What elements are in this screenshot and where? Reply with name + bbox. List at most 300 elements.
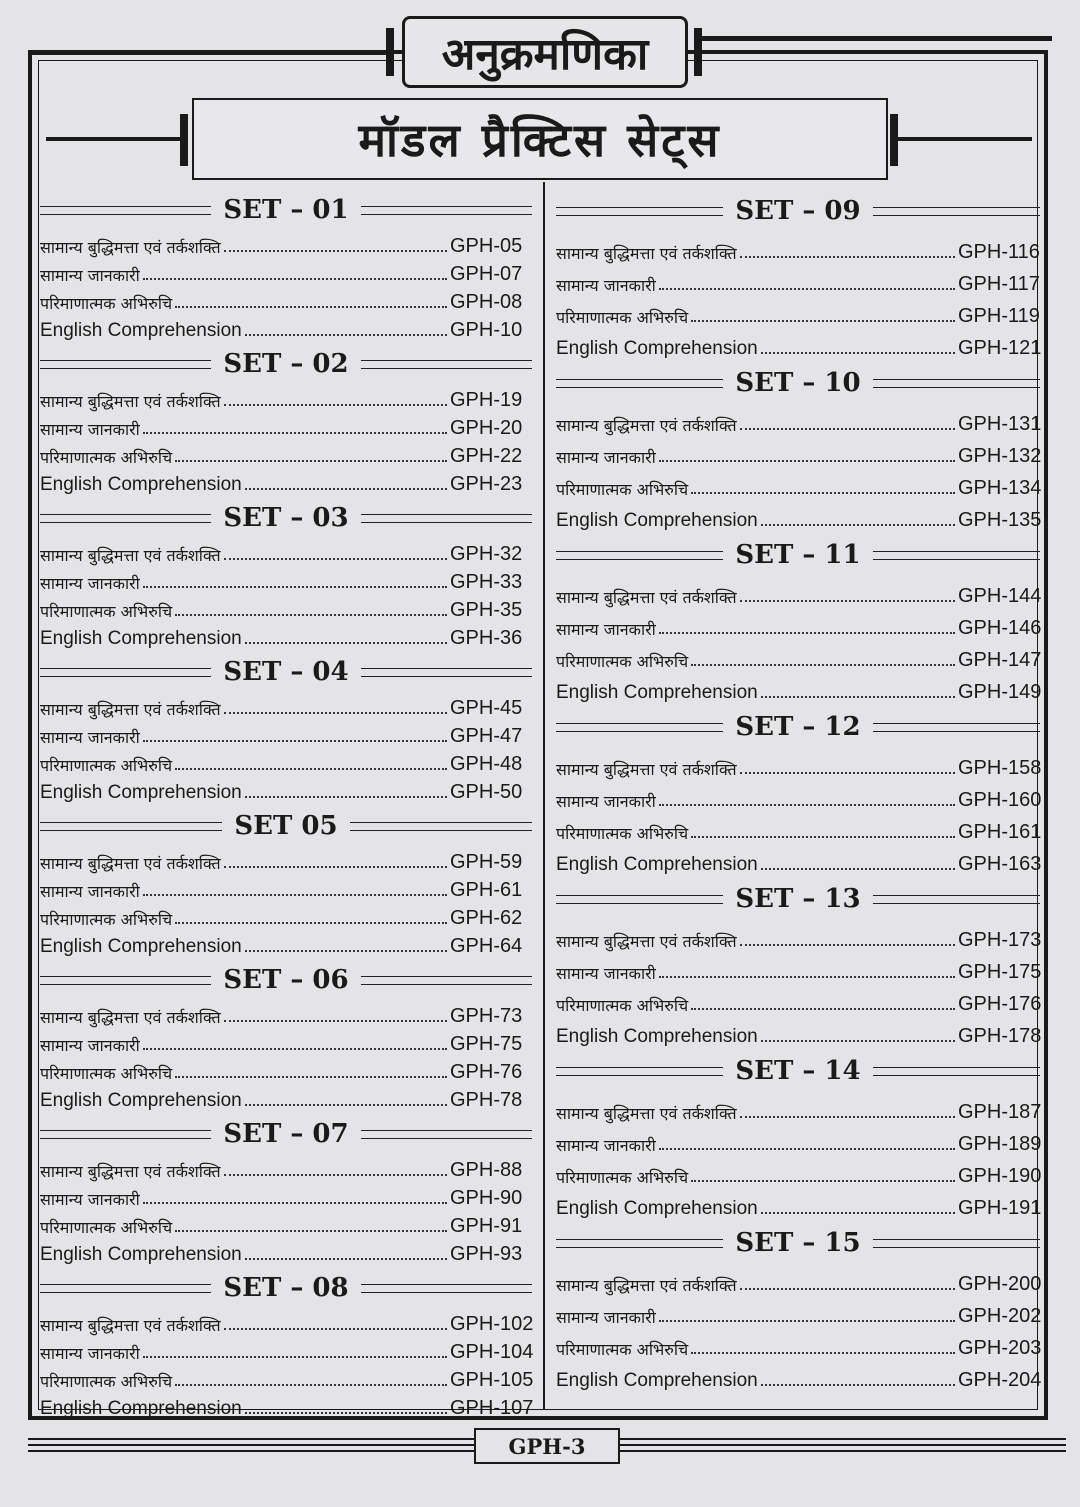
- toc-topic: English Comprehension: [40, 1090, 242, 1111]
- set-label: SET – 13: [735, 884, 861, 914]
- toc-topic: परिमाणात्मक अभिरुचि: [556, 480, 689, 499]
- set-heading: [556, 878, 1040, 920]
- toc-entry: [40, 1182, 532, 1210]
- dot-leader: [245, 1412, 447, 1414]
- toc-page-ref: GPH-107: [450, 1397, 534, 1419]
- toc-topic: सामान्य बुद्धिमत्ता एवं तर्कशक्ति: [40, 1008, 221, 1027]
- set-block: [40, 960, 532, 1112]
- dot-leader: [691, 1180, 955, 1182]
- toc-topic: सामान्य बुद्धिमत्ता एवं तर्कशक्ति: [556, 932, 737, 951]
- toc-topic: English Comprehension: [40, 1244, 242, 1265]
- toc-topic: सामान्य बुद्धिमत्ता एवं तर्कशक्ति: [40, 238, 221, 257]
- set-block: [40, 652, 532, 804]
- dot-leader: [761, 868, 955, 870]
- toc-entry: [556, 1092, 1040, 1124]
- toc-page-ref: GPH-144: [958, 585, 1042, 607]
- right-column: [556, 190, 1040, 1394]
- dot-leader: [224, 250, 447, 252]
- subtitle-cap-right: [890, 114, 898, 166]
- toc-topic: सामान्य जानकारी: [556, 620, 656, 639]
- toc-page-ref: GPH-187: [958, 1101, 1042, 1123]
- set-heading: [556, 362, 1040, 404]
- toc-entry: [40, 1308, 532, 1336]
- toc-entry: [40, 776, 532, 804]
- dot-leader: [245, 488, 447, 490]
- toc-topic: सामान्य जानकारी: [40, 266, 140, 285]
- toc-topic: सामान्य बुद्धिमत्ता एवं तर्कशक्ति: [556, 1276, 737, 1295]
- toc-page-ref: GPH-200: [958, 1273, 1042, 1295]
- toc-topic: English Comprehension: [40, 628, 242, 649]
- toc-entry: [556, 1156, 1040, 1188]
- toc-entry: [556, 640, 1040, 672]
- heading-rule-right: [361, 976, 532, 985]
- toc-topic: सामान्य जानकारी: [40, 728, 140, 747]
- set-heading: [556, 534, 1040, 576]
- toc-entry: [556, 748, 1040, 780]
- toc-page-ref: GPH-189: [958, 1133, 1042, 1155]
- title-rule-left: [28, 50, 388, 55]
- page-number: GPH-3: [474, 1428, 620, 1464]
- dot-leader: [224, 404, 447, 406]
- toc-page-ref: GPH-104: [450, 1341, 534, 1363]
- set-heading: [40, 498, 532, 538]
- toc-topic: सामान्य जानकारी: [40, 882, 140, 901]
- toc-page-ref: GPH-47: [450, 725, 523, 747]
- dot-leader: [224, 866, 447, 868]
- title-rule-right: [702, 36, 1052, 41]
- dot-leader: [691, 664, 955, 666]
- heading-rule-left: [40, 514, 211, 523]
- dot-leader: [691, 492, 955, 494]
- toc-page-ref: GPH-59: [450, 851, 523, 873]
- set-label: SET – 15: [735, 1228, 861, 1258]
- toc-page-ref: GPH-178: [958, 1025, 1042, 1047]
- toc-entry: [556, 468, 1040, 500]
- toc-page-ref: GPH-22: [450, 445, 523, 467]
- dot-leader: [245, 950, 447, 952]
- dot-leader: [175, 768, 447, 770]
- toc-entry: [556, 608, 1040, 640]
- toc-entry: [556, 920, 1040, 952]
- dot-leader: [659, 804, 955, 806]
- set-label: SET – 08: [223, 1273, 349, 1303]
- heading-rule-right: [873, 379, 1040, 388]
- toc-page-ref: GPH-91: [450, 1215, 523, 1237]
- toc-topic: सामान्य बुद्धिमत्ता एवं तर्कशक्ति: [40, 700, 221, 719]
- toc-entry: [556, 812, 1040, 844]
- set-label: SET – 11: [735, 540, 861, 570]
- dot-leader: [143, 894, 447, 896]
- toc-entry: [556, 1264, 1040, 1296]
- toc-page-ref: GPH-132: [958, 445, 1042, 467]
- dot-leader: [175, 614, 447, 616]
- dot-leader: [761, 696, 955, 698]
- dot-leader: [175, 1230, 447, 1232]
- set-label: SET 05: [234, 811, 338, 841]
- set-label: SET – 02: [223, 349, 349, 379]
- toc-entry: [40, 412, 532, 440]
- toc-page-ref: GPH-88: [450, 1159, 523, 1181]
- heading-rule-left: [556, 207, 723, 216]
- toc-topic: English Comprehension: [40, 782, 242, 803]
- dot-leader: [143, 432, 447, 434]
- dot-leader: [761, 524, 955, 526]
- toc-topic: सामान्य बुद्धिमत्ता एवं तर्कशक्ति: [556, 244, 737, 263]
- set-block: [40, 190, 532, 342]
- toc-entry: [40, 902, 532, 930]
- set-heading: [556, 706, 1040, 748]
- heading-rule-right: [873, 551, 1040, 560]
- set-heading: [40, 960, 532, 1000]
- toc-topic: परिमाणात्मक अभिरुचि: [40, 602, 173, 621]
- toc-topic: परिमाणात्मक अभिरुचि: [556, 1340, 689, 1359]
- dot-leader: [143, 1356, 447, 1358]
- dot-leader: [175, 922, 447, 924]
- dot-leader: [659, 632, 955, 634]
- heading-rule-left: [40, 976, 211, 985]
- dot-leader: [224, 1174, 447, 1176]
- toc-page-ref: GPH-147: [958, 649, 1042, 671]
- toc-topic: परिमाणात्मक अभिरुचि: [40, 1064, 173, 1083]
- set-heading: [40, 652, 532, 692]
- toc-topic: सामान्य जानकारी: [40, 420, 140, 439]
- heading-rule-right: [873, 1239, 1040, 1248]
- toc-topic: English Comprehension: [556, 1198, 758, 1219]
- toc-topic: सामान्य बुद्धिमत्ता एवं तर्कशक्ति: [40, 1316, 221, 1335]
- dot-leader: [224, 1328, 447, 1330]
- toc-page-ref: GPH-10: [450, 319, 523, 341]
- toc-page-ref: GPH-45: [450, 697, 523, 719]
- toc-page-ref: GPH-190: [958, 1165, 1042, 1187]
- toc-entry: [40, 692, 532, 720]
- toc-page-ref: GPH-119: [958, 305, 1040, 327]
- dot-leader: [659, 460, 955, 462]
- footer-rule-left-3: [28, 1450, 474, 1452]
- toc-page-ref: GPH-93: [450, 1243, 523, 1265]
- set-label: SET – 12: [735, 712, 861, 742]
- set-label: SET – 10: [735, 368, 861, 398]
- set-block: [40, 806, 532, 958]
- toc-entry: [40, 874, 532, 902]
- footer-rule-left-2: [28, 1444, 474, 1446]
- toc-page-ref: GPH-135: [958, 509, 1042, 531]
- toc-topic: English Comprehension: [556, 1026, 758, 1047]
- toc-entry: [556, 576, 1040, 608]
- toc-entry: [40, 1028, 532, 1056]
- set-label: SET – 04: [223, 657, 349, 687]
- heading-rule-right: [873, 1067, 1040, 1076]
- toc-page-ref: GPH-90: [450, 1187, 523, 1209]
- dot-leader: [761, 352, 955, 354]
- toc-topic: English Comprehension: [40, 1398, 242, 1419]
- toc-page-ref: GPH-08: [450, 291, 523, 313]
- toc-page-ref: GPH-64: [450, 935, 523, 957]
- dot-leader: [175, 460, 447, 462]
- toc-page-ref: GPH-05: [450, 235, 523, 257]
- toc-page-ref: GPH-134: [958, 477, 1042, 499]
- title-cap-right: [694, 28, 702, 76]
- dot-leader: [691, 1008, 955, 1010]
- set-heading: [40, 806, 532, 846]
- toc-entry: [40, 1056, 532, 1084]
- heading-rule-left: [556, 379, 723, 388]
- toc-topic: सामान्य जानकारी: [40, 1036, 140, 1055]
- toc-entry: [40, 230, 532, 258]
- dot-leader: [740, 1116, 955, 1118]
- heading-rule-right: [361, 514, 532, 523]
- toc-topic: सामान्य जानकारी: [556, 276, 656, 295]
- toc-page-ref: GPH-203: [958, 1337, 1042, 1359]
- toc-entry: [40, 314, 532, 342]
- footer-rule-right-1: [620, 1438, 1066, 1440]
- set-label: SET – 09: [735, 196, 861, 226]
- toc-entry: [40, 258, 532, 286]
- toc-entry: [40, 286, 532, 314]
- toc-entry: [40, 748, 532, 776]
- toc-page-ref: GPH-78: [450, 1089, 523, 1111]
- dot-leader: [143, 1202, 447, 1204]
- heading-rule-left: [40, 1284, 211, 1293]
- dot-leader: [740, 428, 955, 430]
- toc-page-ref: GPH-131: [958, 413, 1042, 435]
- toc-page-ref: GPH-175: [958, 961, 1042, 983]
- dot-leader: [761, 1212, 955, 1214]
- toc-topic: सामान्य जानकारी: [556, 792, 656, 811]
- toc-entry: [40, 594, 532, 622]
- dot-leader: [245, 796, 447, 798]
- toc-topic: English Comprehension: [40, 936, 242, 957]
- toc-page-ref: GPH-07: [450, 263, 523, 285]
- toc-page-ref: GPH-105: [450, 1369, 534, 1391]
- set-heading: [556, 1222, 1040, 1264]
- set-block: [40, 344, 532, 496]
- footer-rule-left-1: [28, 1438, 474, 1440]
- toc-entry: [40, 1084, 532, 1112]
- toc-topic: सामान्य बुद्धिमत्ता एवं तर्कशक्ति: [556, 1104, 737, 1123]
- toc-entry: [556, 436, 1040, 468]
- toc-topic: परिमाणात्मक अभिरुचि: [556, 824, 689, 843]
- dot-leader: [691, 320, 955, 322]
- dot-leader: [740, 944, 955, 946]
- toc-entry: [40, 566, 532, 594]
- toc-entry: [40, 720, 532, 748]
- toc-entry: [40, 384, 532, 412]
- subtitle-rule-right: [898, 137, 1032, 141]
- toc-entry: [556, 1296, 1040, 1328]
- heading-rule-left: [556, 723, 723, 732]
- toc-page-ref: GPH-61: [450, 879, 523, 901]
- set-block: [40, 498, 532, 650]
- dot-leader: [761, 1040, 955, 1042]
- toc-page-ref: GPH-176: [958, 993, 1042, 1015]
- toc-topic: सामान्य बुद्धिमत्ता एवं तर्कशक्ति: [40, 1162, 221, 1181]
- toc-topic: परिमाणात्मक अभिरुचि: [40, 448, 173, 467]
- toc-entry: [556, 328, 1040, 360]
- toc-topic: English Comprehension: [556, 1370, 758, 1391]
- toc-topic: परिमाणात्मक अभिरुचि: [40, 294, 173, 313]
- dot-leader: [143, 740, 447, 742]
- toc-topic: परिमाणात्मक अभिरुचि: [40, 1372, 173, 1391]
- heading-rule-left: [40, 360, 211, 369]
- dot-leader: [175, 306, 447, 308]
- toc-entry: [556, 780, 1040, 812]
- dot-leader: [175, 1384, 447, 1386]
- heading-rule-right: [361, 1284, 532, 1293]
- toc-entry: [556, 952, 1040, 984]
- toc-entry: [40, 1336, 532, 1364]
- set-label: SET – 01: [223, 195, 349, 225]
- set-block: [40, 1268, 532, 1420]
- toc-page-ref: GPH-50: [450, 781, 523, 803]
- toc-page-ref: GPH-23: [450, 473, 523, 495]
- set-block: [556, 1222, 1040, 1392]
- dot-leader: [740, 600, 955, 602]
- dot-leader: [691, 836, 955, 838]
- toc-topic: सामान्य बुद्धिमत्ता एवं तर्कशक्ति: [40, 546, 221, 565]
- left-column: [40, 190, 532, 1422]
- toc-topic: सामान्य बुद्धिमत्ता एवं तर्कशक्ति: [556, 588, 737, 607]
- footer-rule-right-3: [620, 1450, 1066, 1452]
- toc-entry: [40, 1000, 532, 1028]
- set-block: [556, 706, 1040, 876]
- toc-page-ref: GPH-121: [958, 337, 1042, 359]
- toc-topic: सामान्य बुद्धिमत्ता एवं तर्कशक्ति: [40, 392, 221, 411]
- toc-page-ref: GPH-173: [958, 929, 1042, 951]
- toc-topic: परिमाणात्मक अभिरुचि: [40, 910, 173, 929]
- set-heading: [556, 1050, 1040, 1092]
- heading-rule-right: [873, 895, 1040, 904]
- toc-page-ref: GPH-102: [450, 1313, 534, 1335]
- toc-page-ref: GPH-73: [450, 1005, 523, 1027]
- heading-rule-right: [361, 668, 532, 677]
- toc-entry: [40, 622, 532, 650]
- dot-leader: [659, 288, 955, 290]
- heading-rule-right: [873, 723, 1040, 732]
- heading-rule-left: [40, 822, 222, 831]
- toc-entry: [556, 296, 1040, 328]
- toc-entry: [556, 1328, 1040, 1360]
- dot-leader: [740, 256, 955, 258]
- toc-page-ref: GPH-158: [958, 757, 1042, 779]
- toc-page-ref: GPH-33: [450, 571, 523, 593]
- dot-leader: [245, 1104, 447, 1106]
- toc-page-ref: GPH-19: [450, 389, 523, 411]
- heading-rule-right: [361, 206, 532, 215]
- subtitle-rule-left: [46, 137, 182, 141]
- set-heading: [556, 190, 1040, 232]
- toc-entry: [556, 1360, 1040, 1392]
- toc-entry: [556, 404, 1040, 436]
- toc-topic: परिमाणात्मक अभिरुचि: [556, 652, 689, 671]
- dot-leader: [761, 1384, 955, 1386]
- heading-rule-right: [361, 1130, 532, 1139]
- set-label: SET – 14: [735, 1056, 861, 1086]
- toc-entry: [556, 1016, 1040, 1048]
- set-heading: [40, 1268, 532, 1308]
- dot-leader: [245, 334, 447, 336]
- toc-page-ref: GPH-20: [450, 417, 523, 439]
- set-block: [556, 878, 1040, 1048]
- dot-leader: [659, 1148, 955, 1150]
- toc-topic: सामान्य बुद्धिमत्ता एवं तर्कशक्ति: [556, 760, 737, 779]
- toc-page-ref: GPH-62: [450, 907, 523, 929]
- toc-topic: परिमाणात्मक अभिरुचि: [556, 308, 689, 327]
- toc-entry: [40, 1392, 532, 1420]
- dot-leader: [691, 1352, 955, 1354]
- set-label: SET – 07: [223, 1119, 349, 1149]
- toc-topic: सामान्य बुद्धिमत्ता एवं तर्कशक्ति: [556, 416, 737, 435]
- set-block: [556, 1050, 1040, 1220]
- set-heading: [40, 1114, 532, 1154]
- toc-page-ref: GPH-48: [450, 753, 523, 775]
- toc-topic: परिमाणात्मक अभिरुचि: [40, 1218, 173, 1237]
- toc-topic: सामान्य जानकारी: [556, 448, 656, 467]
- toc-page-ref: GPH-117: [958, 273, 1040, 295]
- title-cap-left: [386, 28, 394, 76]
- set-heading: [40, 344, 532, 384]
- toc-page-ref: GPH-146: [958, 617, 1042, 639]
- toc-entry: [40, 440, 532, 468]
- dot-leader: [245, 1258, 447, 1260]
- toc-entry: [556, 1124, 1040, 1156]
- toc-page-ref: GPH-76: [450, 1061, 523, 1083]
- set-label: SET – 06: [223, 965, 349, 995]
- toc-page-ref: GPH-116: [958, 241, 1040, 263]
- toc-entry: [40, 468, 532, 496]
- column-divider: [543, 182, 545, 1410]
- dot-leader: [224, 558, 447, 560]
- toc-topic: English Comprehension: [556, 510, 758, 531]
- heading-rule-right: [361, 360, 532, 369]
- toc-entry: [556, 1188, 1040, 1220]
- toc-entry: [40, 1210, 532, 1238]
- toc-entry: [556, 844, 1040, 876]
- toc-page-ref: GPH-160: [958, 789, 1042, 811]
- toc-topic: English Comprehension: [556, 854, 758, 875]
- toc-entry: [40, 930, 532, 958]
- dot-leader: [245, 642, 447, 644]
- toc-topic: सामान्य जानकारी: [556, 964, 656, 983]
- toc-page-ref: GPH-35: [450, 599, 523, 621]
- dot-leader: [175, 1076, 447, 1078]
- heading-rule-left: [40, 668, 211, 677]
- dot-leader: [143, 278, 447, 280]
- toc-page-ref: GPH-202: [958, 1305, 1042, 1327]
- toc-topic: सामान्य जानकारी: [40, 1190, 140, 1209]
- heading-rule-right: [350, 822, 532, 831]
- toc-entry: [556, 264, 1040, 296]
- dot-leader: [224, 1020, 447, 1022]
- heading-rule-left: [556, 1067, 723, 1076]
- toc-topic: English Comprehension: [556, 338, 758, 359]
- toc-topic: English Comprehension: [40, 320, 242, 341]
- page-title: अनुक्रमणिका: [402, 16, 688, 88]
- dot-leader: [659, 1320, 955, 1322]
- set-block: [40, 1114, 532, 1266]
- dot-leader: [143, 586, 447, 588]
- toc-entry: [40, 1238, 532, 1266]
- toc-entry: [40, 846, 532, 874]
- set-block: [556, 190, 1040, 360]
- toc-topic: सामान्य जानकारी: [40, 574, 140, 593]
- heading-rule-left: [556, 1239, 723, 1248]
- set-heading: [40, 190, 532, 230]
- toc-page-ref: GPH-36: [450, 627, 523, 649]
- dot-leader: [143, 1048, 447, 1050]
- dot-leader: [224, 712, 447, 714]
- heading-rule-left: [40, 206, 211, 215]
- set-block: [556, 534, 1040, 704]
